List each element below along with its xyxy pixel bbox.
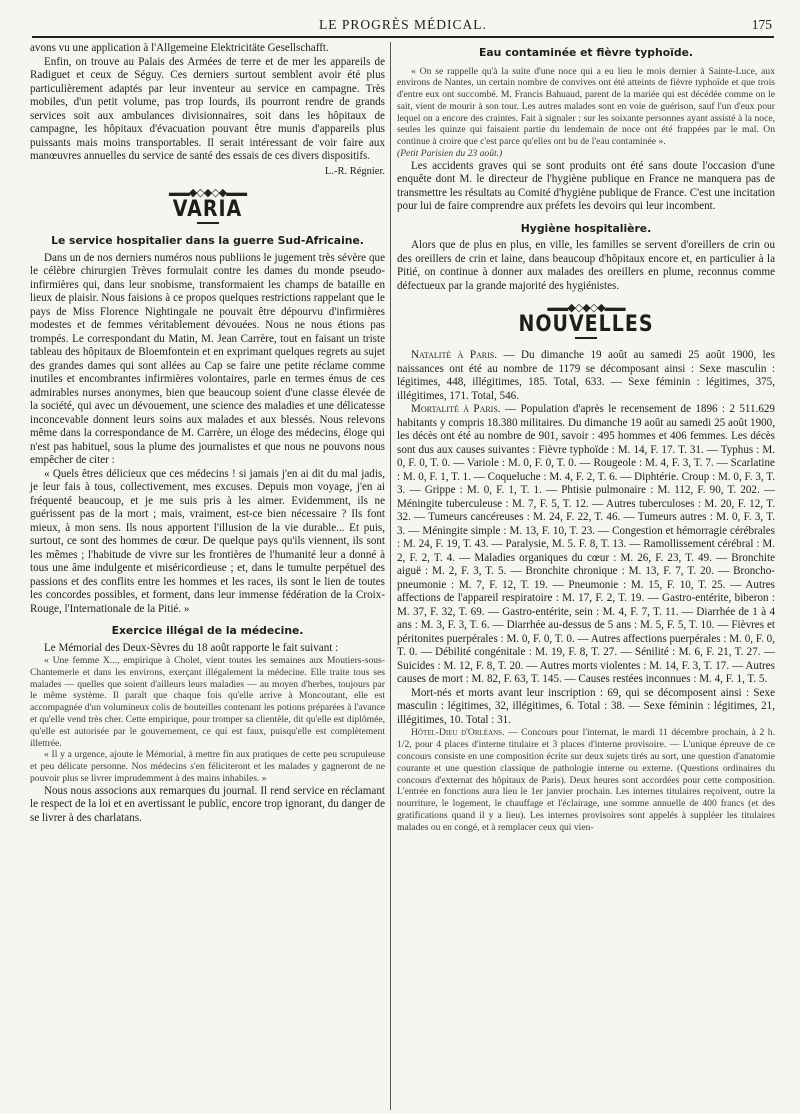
section-title-nouvelles: NOUVELLES <box>518 311 654 337</box>
right-column <box>397 42 775 834</box>
stillborn-item: Mort-nés et morts avant leur inscription : 69, qui se décomposent ainsi : Sexe masculin : légitimes, 32, illégitimes, 6. Total : 38. — Sexe féminin : légitimes, 21, illégitimes, 10. Total : 31. <box>397 686 775 726</box>
news-label: Hôtel-Dieu d'Orléans. <box>411 727 505 739</box>
quoted-text: « On se rappelle qu'à la suite d'une noce qui a eu lieu le mois dernier à Sainte-Luce, aux environs de Nantes, un certain nombre de convives ont été atteints de fièvre typhoïde et que trois d'entre eux ont succombé. M. Francis Bahuaud, parent de la mariée qui est décédée comme on le sait, vient de mourir à son tour. Les autres malades sont en voie de guérison, sauf l'un d'eux pour lequel on a encore des craintes. Fait à signaler : sur les soixante personnes ayant assisté à la noce, seules les quinze qui faisaient partie du lendemain de noce ont été frappées par le mal. On continue à croire que c'est parce qu'elles ont bu de l'eau contaminée ». <box>397 65 775 148</box>
quoted-text: « Il y a urgence, ajoute le Mémorial, à mettre fin aux pratiques de cette peu scrupuleuse et peu délicate personne. Nos médecins s'en féliciteront et les malades y gagneront de ne pouvoir plus se livrer imprudemment à des mains inhabiles. » <box>30 749 385 784</box>
title-dash <box>575 337 597 339</box>
article-lead: Le Mémorial des Deux-Sèvres du 18 août rapporte le fait suivant : <box>44 641 339 654</box>
left-column <box>30 42 385 825</box>
news-text: — Concours pour l'internat, le mardi 11 décembre prochain, à 2 h. 1/2, pour 4 places d'interne titulaire et 3 places d'interne provisoire. — L'unique épreuve de ce concours consiste en une composition écrite sur deux sujets tirés au sort, une question d'anatomie courante et une question classique de pathologie interne ou externe. (Questions ordinaires du concours d'externat des hôpitaux de Paris). Deux heures sont accordées pour cette composition. L'entrée en fonctions aura lieu le 1er janvier prochain. Les internes titulaires reçoivent, outre la nourriture, le logement, le chauffage et l'éclairage, une somme annuelle de 400 francs (et des gratifications quand il y a lieu). Les internes provisoires sont appelés à suppléer les titulaires malades ou en congé, et à remplacer ceux qui vien- <box>397 727 775 833</box>
column-divider <box>390 42 391 1110</box>
article-quote: « Quels êtres délicieux que ces médecins ! si jamais j'en ai dit du mal jadis, je leur fais à tous, collectivement, mes excuses. Depuis mon voyage, j'en ai fréquenté beaucoup, et je me suis pris à les aimer. Evidemment, ils ne guérissent pas de la mort ; mais, vraiment, est-ce bien nécessaire ? Ils font mieux, à mon sens. Ils nous apportent l'illusion de la vie durable... Et puis, surtout, ce sont des hommes de cœur. De quelque pays qu'ils viennent, ils sont les mêmes ; l'habitude de vivre sur les frontières de l'humanité leur a donné à tous une âme indulgente et miséricordieuse ; et, dans le tumulte perpétuel des passions et des conflits entre les hommes et les races, ils sont le lien de toutes les concordes possibles, et forment, dans leur immense fédération de la Croix-Rouge, l'Internationale de la Pitié. » <box>30 467 385 615</box>
news-item <box>397 727 775 833</box>
title-dash <box>197 222 219 224</box>
news-item <box>397 403 775 687</box>
news-label: Mortalité à Paris. <box>411 403 501 416</box>
article-closing: Nous nous associons aux remarques du journal. Il rend service en réclamant le respect de la loi et en avertissant le public, encore trop ignorant, du danger de se livrer à des charlatans. <box>30 784 385 824</box>
page-number: 175 <box>751 17 772 32</box>
article-title: Le service hospitalier dans la guerre Sud-Africaine. <box>51 234 364 247</box>
intro-continuation: avons vu une application à l'Allgemeine Elektricitäte Gesellschafft. <box>30 42 329 54</box>
article-paragraph: Les accidents graves qui se sont produits ont été sans doute l'occasion d'une enquête dont M. le directeur de l'hygiène publique en France ne manquera pas de transmettre les résultats au Comité d'hygiène publique de France. C'est une incitation pour lui de faire comprendre aux préfets les devoirs qui leur incombent. <box>397 159 775 213</box>
section-ornament: ▬▬◆◇◆◇◆▬▬ <box>547 302 625 315</box>
news-item <box>397 349 775 403</box>
news-label: Natalité à Paris. <box>411 349 498 362</box>
running-header <box>32 14 774 38</box>
news-text: — Population d'après le recensement de 1896 : 2 511.629 habitants y compris 18.380 militaires. Du dimanche 19 août au samedi 25 août 1900, les décès ont été au nombre de 901, savoir : 495 hommes et 406 femmes. Les décès sont dus aux causes suivantes : Fièvre typhoïde : M. 14, F. 17. T. 31. — Typhus : M. 0, F. 0, T. 0. — Variole : M. 0, F. 0, T. 0. — Rougeole : M. 4, F. 3, T. 7. — Scarlatine : M. 0, F. 1, T. 1. — Coqueluche : M. 4, F. 2, T. 6. — Diphtérie. Croup : M. 0, F. 3, T. 3. — Grippe : M. 0, F. 1, T. 1. — Phtisie pulmonaire : M. 112, F. 90, T. 202. — Méningite tuberculeuse : M. 7, F. 5, T. 12. — Autres tuberculoses : M. 20, F. 12, T. 32. — Tumeurs cancéreuses : M. 24, F. 22, T. 46. — Tumeurs autres : M. 0, F. 3, T. 3. — Méningite simple : M. 13, F. 10, T. 23. — Congestion et hémorragie cérébrales : M. 24, F. 19, T. 43. — Paralysie, M. 5. F. 8, T. 13. — Ramollissement cérébral : M. 2, F. 2, T. 4. — Maladies organiques du cœur : M. 26, F. 23, T. 49. — Bronchite aiguë : M. 2, F. 3, T. 5. — Bronchite chronique : M. 13, F. 7, T. 20. — Broncho-pneumonie : M. 7, F. 12, T. 19. — Pneumonie : M. 15, F. 10, T. 25. — Autres affections de l'appareil respiratoire : M. 17, F. 2, T. 19. — Gastro-entérite, biberon : M. 37, F. 32, T. 69. — Gastro-entérite, sein : M. 4, F. 7, T. 11. — Diarrhée de 1 à 4 ans : M. 3, F. 3, T. 6. — Diarrhée au-dessus de 5 ans : M. 5, F. 5, T. 10. — Fièvres et péritonites puerpérales : M. 0, F. 0, T. 0. — Autres affections puerpérales : M. 0, F. 0, T. 0. — Débilité congénitale : M. 19, F. 8, T. 27. — Sénilité : M. 6, F. 21, T. 27. — Suicides : M. 12, F. 8, T. 20. — Autres morts violentes : M. 14, F. 3, T. 17. — Autres causes de mort : M. 82, F. 63, T. 145. — Causes restées inconnues : M. 4, F. 1, T. 5. <box>397 403 775 686</box>
news-text: — Du dimanche 19 août au samedi 25 août 1900, les naissances ont été au nombre de 1179 se décomposant ainsi : Sexe masculin : légitimes, 448, illégitimes, 185. Total, 633. — Sexe féminin : légitimes, 375, illégitimes, 171. Total, 546. <box>397 349 775 402</box>
article-paragraph: Alors que de plus en plus, en ville, les familles se servent d'oreillers de crin ou des oreillers de crin et laine, dans beaucoup d'hôpitaux encore et, en particulier à la Pitié, on continue à donner aux malades des oreillers en plume, reconnus comme défectueux par la grande majorité des hygiénistes. <box>397 239 775 292</box>
quote-source: (Petit Parisien du 23 août.) <box>397 148 503 160</box>
section-ornament: ▬▬◆◇◆◇◆▬▬ <box>168 187 247 199</box>
section-title-varia: VARIA <box>172 195 243 222</box>
journal-title: LE PROGRÈS MÉDICAL. <box>319 17 487 32</box>
author-signature: L.-R. Régnier. <box>324 165 385 177</box>
article-title: Hygiène hospitalière. <box>520 221 652 235</box>
intro-paragraph: Enfin, on trouve au Palais des Armées de terre et de mer les appareils de Radiguet et ceux de Séguy. Ces derniers surtout semblent avoir été plus particulièrement adaptés par leur inventeur au service en campagne. Très mobiles, d'un petit volume, pas trop lourds, ils pourront rendre de grands services soit aux ambulances divisionnaires, soit dans les hôpitaux de campagne, les hôpitaux d'évacuation pouvant être munis d'appareils plus puissants mais moins transportables. Il serait intéressant de voir faire aux manœuvres annuelles du service de santé des essais de ces divers dispositifs. <box>30 55 385 162</box>
article-paragraph: Dans un de nos derniers numéros nous publiions le jugement très sévère que le célèbre chirurgien Trèves formulait contre les dames du monde pseudo-infirmières qui, dans leur snobisme, transformaient les champs de bataille en lieux de plaisir. Nous faisions à ce propos quelques restrictions rappelant que le pays de Miss Florence Nightingale ne pouvait être dépourvu d'infirmières modestes et de femmes véritablement dévouées. Nous ne nous étions pas trompés. Le correspondant du Matin, M. Jean Carrère, tout en faisant un triste tableau des hôpitaux de Bloemfontein et en exprimant quelques regrets au sujet des grandes dames qui sont allées au Cap se faire une petite réclame comme inutiles et encombrantes infirmières volontaires, parle en termes émus de ces admirables nurses anonymes, bien que beaucoup soient d'une classe élevée de la société, qui avec un dévouement, une science des maladies et une délicatesse inconcevable donnent leurs soins aux malades et aux blessés. Nous relevons même dans la correspondance de M. Carrère, un éloge des médecins, éloge qui n'est pas habituel, sous la plume des journalistes et que nous ne pouvons nous empêcher de citer : <box>30 251 385 466</box>
quoted-text: « Une femme X..., empirique à Cholet, vient toutes les semaines aux Moutiers-sous-Chantemerle et dans les environs, exerçant illégalement la médecine. Elle traite tous ses malades — quelles que soient d'ailleurs leurs maladies — au moyen d'herbes, toujours par le même système. Il paraît que chaque fois qu'elle arrive à Moncoutant, elle est accompagnée d'un volumineux colis de bouteilles contenant les potions préparées à l'avance et qu'elle vend très cher. Cette empirique, pour tromper sa clientèle, dit qu'elle est diplômée, qu'elle est autorisée par le gouvernement, ce qui est faux, puisqu'elle est complètement illettrée. <box>30 655 385 749</box>
article-title: Eau contaminée et fièvre typhoïde. <box>479 46 693 59</box>
article-title: Exercice illégal de la médecine. <box>111 624 304 637</box>
